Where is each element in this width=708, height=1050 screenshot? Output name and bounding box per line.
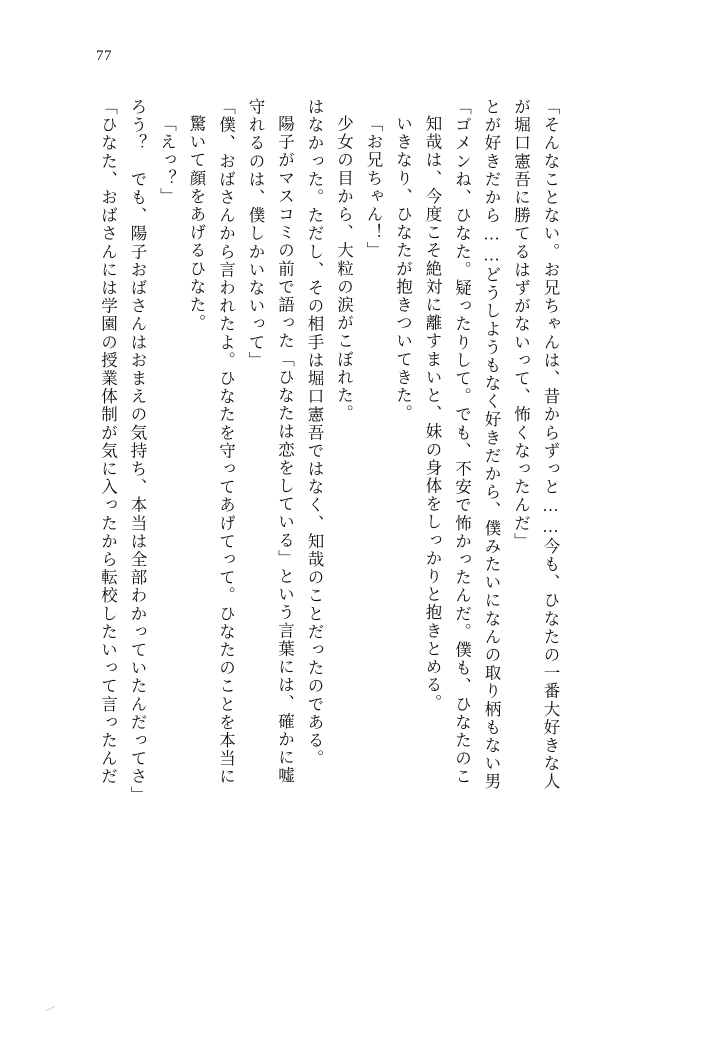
- text-column: 「僕、おばさんから言われたよ。ひなたを守ってあげてって。ひなたのことを本当に: [216, 98, 236, 786]
- text-column: ろう？ でも、陽子おばさんはおまえの気持ち、本当は全部わかっていたんだってさ」: [128, 98, 147, 804]
- text-column: いきなり、ひなたが抱きついてきた。: [393, 115, 413, 423]
- text-column: 驚いて顔をあげるひなた。: [187, 115, 206, 333]
- text-column: 守れるのは、僕しかいないって」: [246, 98, 265, 370]
- text-column: 「ひなた、おばさんには学園の授業体制が気に入ったから転校したいって言ったんだ: [98, 98, 118, 786]
- text-column: はなかった。ただし、その相手は堀口憲吾ではなく、知哉のことだったのである。: [305, 98, 324, 768]
- text-column: 「そんなことない。お兄ちゃんは、昔からずっと……今も、ひなたの一番大好きな人: [541, 98, 560, 791]
- text-column: 少女の目から、大粒の涙がこぼれた。: [334, 115, 354, 423]
- text-column: 「ゴメンね、ひなた。疑ったりして。でも、不安で怖かったんだ。僕も、ひなたのこ: [452, 98, 472, 786]
- scan-artifact-mark: [46, 1004, 56, 1014]
- text-column: 知哉は、今度こそ絶対に離すまいと、妹の身体をしっかりと抱きとめる。: [423, 115, 442, 713]
- text-column: とが好きだから……どうしようもなく好きだから、僕みたいになんの取り柄もない男: [482, 98, 501, 791]
- text-column: 陽子がマスコミの前で語った「ひなたは恋をしている」という言葉には、確かに嘘: [275, 115, 295, 785]
- text-column: が堀口憲吾に勝てるはずがないって、怖くなったんだ」: [511, 98, 531, 551]
- text-column: 「えっ？」: [157, 115, 177, 206]
- body-text: [86, 98, 646, 978]
- text-column: 「お兄ちゃん！」: [364, 115, 383, 260]
- page-number: 77: [96, 48, 112, 64]
